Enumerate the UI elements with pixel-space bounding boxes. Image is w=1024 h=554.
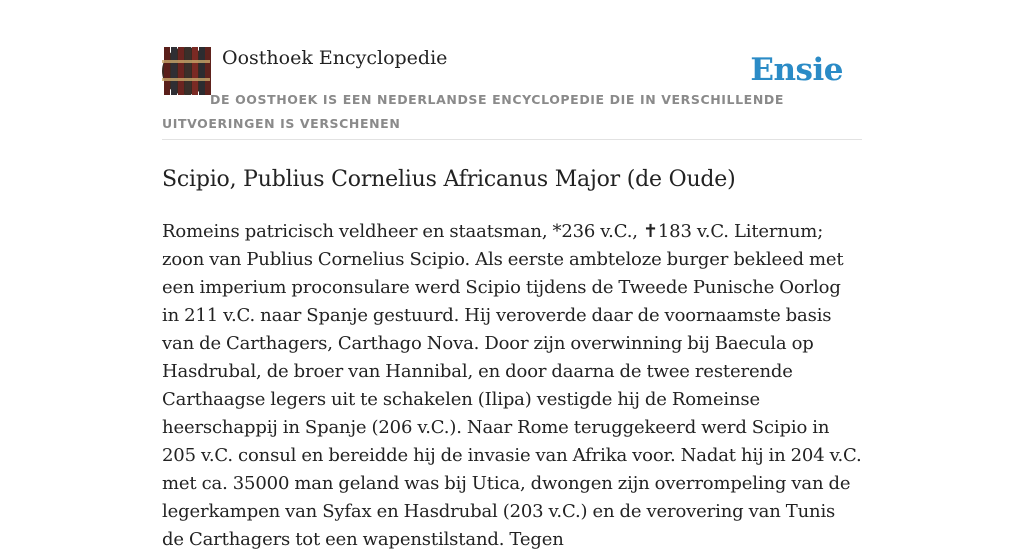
ensie-logo-link[interactable]: Ensie <box>750 52 843 88</box>
article-title: Scipio, Publius Cornelius Africanus Major (de Oude) <box>162 167 736 192</box>
site-title-link[interactable]: Oosthoek Encyclopedie <box>222 47 448 69</box>
content-container <box>162 44 862 554</box>
article-body: Romeins patricisch veldheer en staatsman, *236 v.C., ✝183 v.C. Liternum; zoon van Publius Cornelius Scipio. Als eerste ambteloze burger bekleed met een imperium proconsulare werd Scipio tijdens de Tweede Punische Oorlog in 211 v.C. naar Spanje gestuurd. Hij veroverde daar de voornaamste basis van de Carthagers, Carthago Nova. Door zijn overwinning bij Baecula op Hasdrubal, de broer van Hannibal, en door daarna de twee resterende Carthaagse legers uit te schakelen (Ilipa) vestigde hij de Romeinse heerschappij in Spanje (206 v.C.). Naar Rome teruggekeerd werd Scipio in 205 v.C. consul en bereidde hij de invasie van Afrika voor. Nadat hij in 204 v.C. met ca. 35000 man geland was bij Utica, dwongen zijn overrompeling van de legerkampen van Syfax en Hasdrubal (203 v.C.) en de verovering van Tunis de Carthagers tot een wapenstilstand. Tegen <box>162 221 862 550</box>
site-description: DE OOSTHOEK IS EEN NEDERLANDSE ENCYCLOPEDIE DIE IN VERSCHILLENDE UITVOERINGEN IS VERSCHENEN <box>162 92 784 131</box>
site-header <box>162 44 862 140</box>
